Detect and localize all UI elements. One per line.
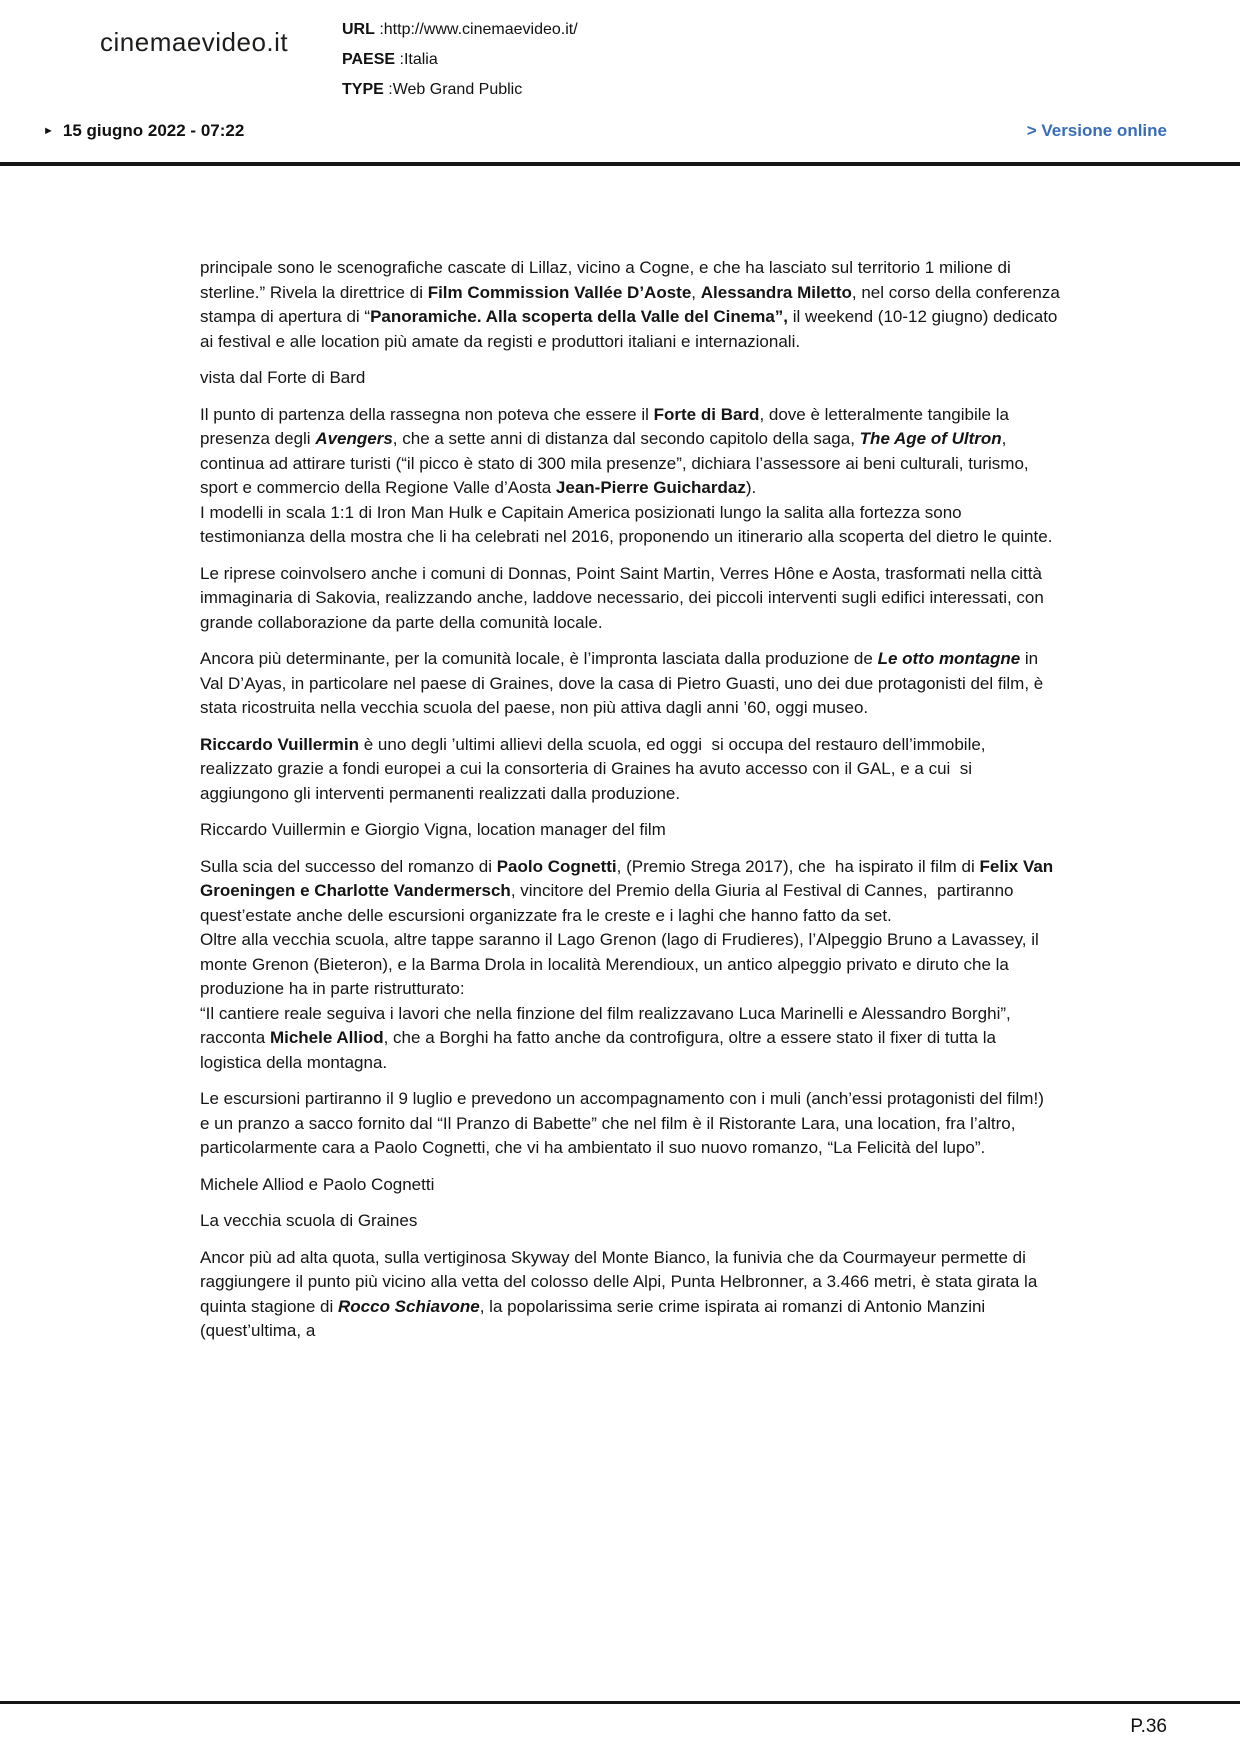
source-meta [342, 15, 578, 105]
meta-label-url: URL [342, 21, 375, 38]
meta-value-paese: Italia [403, 51, 438, 68]
image-caption: La vecchia scuola di Graines [200, 1211, 418, 1230]
page-number: P.36 [1130, 1716, 1167, 1737]
article-dateline [43, 121, 244, 141]
article-body [200, 256, 1065, 1356]
meta-row-type [342, 75, 578, 105]
image-caption: Riccardo Vuillermin e Giorgio Vigna, location manager del film [200, 820, 666, 839]
footer-divider [0, 1701, 1240, 1704]
online-version-link[interactable]: > Versione online [1026, 121, 1167, 140]
paragraph: principale sono le scenografiche cascate di Lillaz, vicino a Cogne, e che ha lasciato sul territorio 1 milione di sterline.” Rivela la direttrice di Film Commission Vallée D’Aoste, Alessandra Miletto, nel corso della conferenza stampa di apertura di “Panoramiche. Alla scoperta della Valle del Cinema”, il weekend (10-12 giugno) dedicato ai festival e alle location più amate da registi e produttori italiani e internazionali. [200, 258, 1065, 351]
article-date-text: 15 giugno 2022 - 07:22 [62, 121, 245, 140]
source-logo: cinemaevideo.it [100, 27, 289, 57]
header-divider [0, 162, 1240, 166]
arrow-right-icon: ► [43, 125, 54, 137]
paragraph: Sulla scia del successo del romanzo di Paolo Cognetti, (Premio Strega 2017), che ha ispirato il film di Felix Van Groeningen e Charlotte Vandermersch, vincitore del Premio della Giuria al Festival di Cannes, partiranno quest’estate anche delle escursioni organizzate fra le creste e i laghi che hanno fatto da set. Oltre alla vecchia scuola, altre tappe saranno il Lago Grenon (lago di Frudieres), l’Alpeggio Bruno a Lavassey, il monte Grenon (Bieteron), e la Barma Drola in località Merendioux, un antico alpeggio privato e diruto che la produzione ha in parte ristrutturato: “Il cantiere reale seguiva i lavori che nella finzione del film realizzavano Luca Marinelli e Alessandro Borghi”, racconta Michele Alliod, che a Borghi ha fatto anche da controfigura, oltre a essere stato il fixer di tutta la logistica della montagna. [200, 856, 1058, 1072]
meta-label-paese: PAESE [342, 51, 396, 68]
paragraph: Riccardo Vuillermin è uno degli ’ultimi allievi della scuola, ed oggi si occupa del restauro dell’immobile, realizzato grazie a fondi europei a cui la consorteria di Graines ha avuto accesso con il GAL, e a cui si aggiungono gli interventi permanenti realizzati dalla produzione. [200, 734, 991, 803]
meta-label-type: TYPE [342, 81, 384, 98]
image-caption: Michele Alliod e Paolo Cognetti [200, 1174, 435, 1194]
paragraph: Ancor più ad alta quota, sulla vertiginosa Skyway del Monte Bianco, la funivia che da Courmayeur permette di raggiungere il punto più vicino alla vetta del colosso delle Alpi, Punta Helbronner, a 3.466 metri, è stata girata la quinta stagione di Rocco Schiavone, la popolarissima serie crime ispirata ai romanzi di Antonio Manzini (quest’ultima, a [200, 1247, 1043, 1340]
meta-separator: : [383, 81, 393, 98]
image-caption: vista dal Forte di Bard [200, 368, 366, 387]
meta-row-paese [342, 45, 578, 75]
meta-row-url [342, 15, 578, 45]
paragraph: Le escursioni partiranno il 9 luglio e prevedono un accompagnamento con i muli (anch’essi protagonisti del film!) e un pranzo a sacco fornito dal “Il Pranzo di Babette” che nel film è il Ristorante Lara, una location, fra l’altro, particolarmente cara a Paolo Cognetti, che vi ha ambientato il suo nuovo romanzo, “La Felicità del lupo”. [200, 1089, 1054, 1157]
meta-separator: : [395, 51, 404, 68]
paragraph: Le riprese coinvolsero anche i comuni di Donnas, Point Saint Martin, Verres Hône e Aosta, trasformati nella città immaginaria di Sakovia, realizzando anche, laddove necessario, dei piccoli interventi sugli edifici interessati, con grande collaborazione da parte della comunità locale. [200, 563, 1049, 632]
meta-separator: : [374, 21, 384, 38]
paragraph: Ancora più determinante, per la comunità locale, è l’impronta lasciata dalla produzione de Le otto montagne in Val D’Ayas, in particolare nel paese di Graines, dove la casa di Pietro Guasti, uno dei due protagonisti del film, è stata ricostruita nella vecchia scuola del paese, non più attiva dagli anni ’60, oggi museo. [200, 649, 1048, 717]
meta-value-url: http://www.cinemaevideo.it/ [383, 21, 578, 38]
meta-value-type: Web Grand Public [392, 81, 523, 98]
paragraph: Il punto di partenza della rassegna non poteva che essere il Forte di Bard, dove è letteralmente tangibile la presenza degli Avengers, che a sette anni di distanza dal secondo capitolo della saga, The Age of Ultron, continua ad attirare turisti (“il picco è stato di 300 mila presenze”, dichiara l’assessore ai beni culturali, turismo, sport e commercio della Regione Valle d’Aosta Jean-Pierre Guichardaz). I modelli in scala 1:1 di Iron Man Hulk e Capitain America posizionati lungo la salita alla fortezza sono testimonianza della mostra che li ha celebrati nel 2016, proponendo un itinerario alla scoperta del dietro le quinte. [200, 404, 1053, 546]
